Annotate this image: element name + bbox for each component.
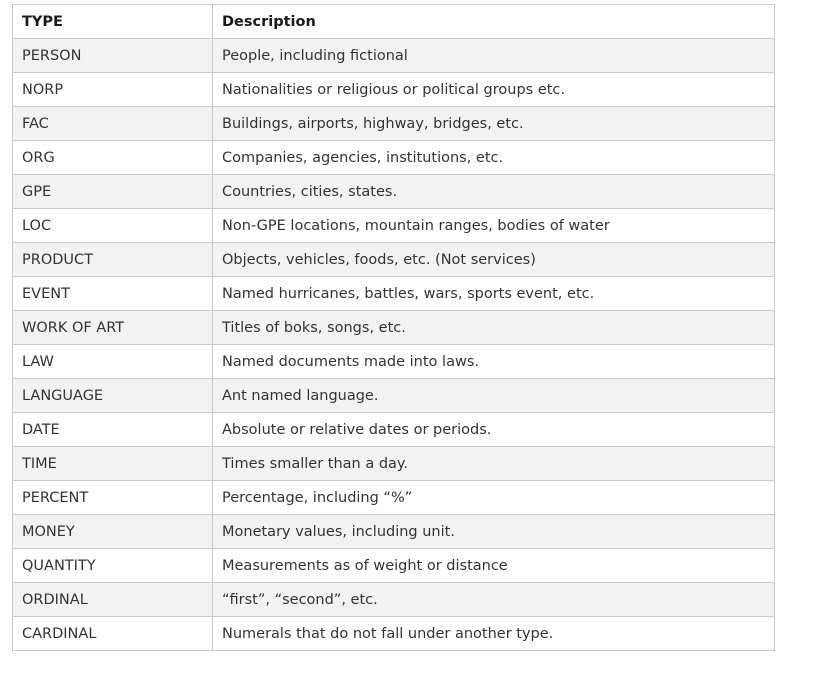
table-row <box>13 311 775 345</box>
cell-description: Absolute or relative dates or periods. <box>213 413 775 447</box>
cell-description: Ant named language. <box>213 379 775 413</box>
header-description: Description <box>213 5 775 39</box>
cell-description: Named hurricanes, battles, wars, sports event, etc. <box>213 277 775 311</box>
cell-description: Objects, vehicles, foods, etc. (Not services) <box>213 243 775 277</box>
cell-type: ORG <box>13 141 213 175</box>
cell-description: Titles of boks, songs, etc. <box>213 311 775 345</box>
cell-description: Numerals that do not fall under another type. <box>213 617 775 651</box>
table-header-row <box>13 5 775 39</box>
cell-type: FAC <box>13 107 213 141</box>
table-row <box>13 413 775 447</box>
table-row <box>13 209 775 243</box>
table-row <box>13 175 775 209</box>
table-row <box>13 447 775 481</box>
cell-type: DATE <box>13 413 213 447</box>
table-row <box>13 379 775 413</box>
cell-type: PERSON <box>13 39 213 73</box>
cell-description: “first”, “second”, etc. <box>213 583 775 617</box>
cell-type: EVENT <box>13 277 213 311</box>
table-row <box>13 617 775 651</box>
cell-type: PRODUCT <box>13 243 213 277</box>
table-row <box>13 141 775 175</box>
cell-description: Buildings, airports, highway, bridges, etc. <box>213 107 775 141</box>
cell-description: Monetary values, including unit. <box>213 515 775 549</box>
cell-type: NORP <box>13 73 213 107</box>
cell-type: LAW <box>13 345 213 379</box>
cell-description: Companies, agencies, institutions, etc. <box>213 141 775 175</box>
entity-types-table <box>12 4 775 651</box>
table-row <box>13 277 775 311</box>
cell-type: TIME <box>13 447 213 481</box>
cell-type: QUANTITY <box>13 549 213 583</box>
cell-description: Countries, cities, states. <box>213 175 775 209</box>
cell-description: Non-GPE locations, mountain ranges, bodies of water <box>213 209 775 243</box>
cell-type: MONEY <box>13 515 213 549</box>
cell-type: LOC <box>13 209 213 243</box>
table-row <box>13 481 775 515</box>
cell-description: Measurements as of weight or distance <box>213 549 775 583</box>
cell-type: PERCENT <box>13 481 213 515</box>
cell-type: ORDINAL <box>13 583 213 617</box>
table-row <box>13 107 775 141</box>
table-row <box>13 39 775 73</box>
table-row <box>13 345 775 379</box>
table-row <box>13 243 775 277</box>
table-body <box>13 39 775 651</box>
table-row <box>13 73 775 107</box>
cell-description: Times smaller than a day. <box>213 447 775 481</box>
cell-type: CARDINAL <box>13 617 213 651</box>
cell-description: Percentage, including “%” <box>213 481 775 515</box>
cell-description: Nationalities or religious or political groups etc. <box>213 73 775 107</box>
table-row <box>13 549 775 583</box>
cell-description: Named documents made into laws. <box>213 345 775 379</box>
cell-type: WORK OF ART <box>13 311 213 345</box>
table-row <box>13 583 775 617</box>
table-row <box>13 515 775 549</box>
cell-description: People, including fictional <box>213 39 775 73</box>
header-type: TYPE <box>13 5 213 39</box>
cell-type: LANGUAGE <box>13 379 213 413</box>
cell-type: GPE <box>13 175 213 209</box>
